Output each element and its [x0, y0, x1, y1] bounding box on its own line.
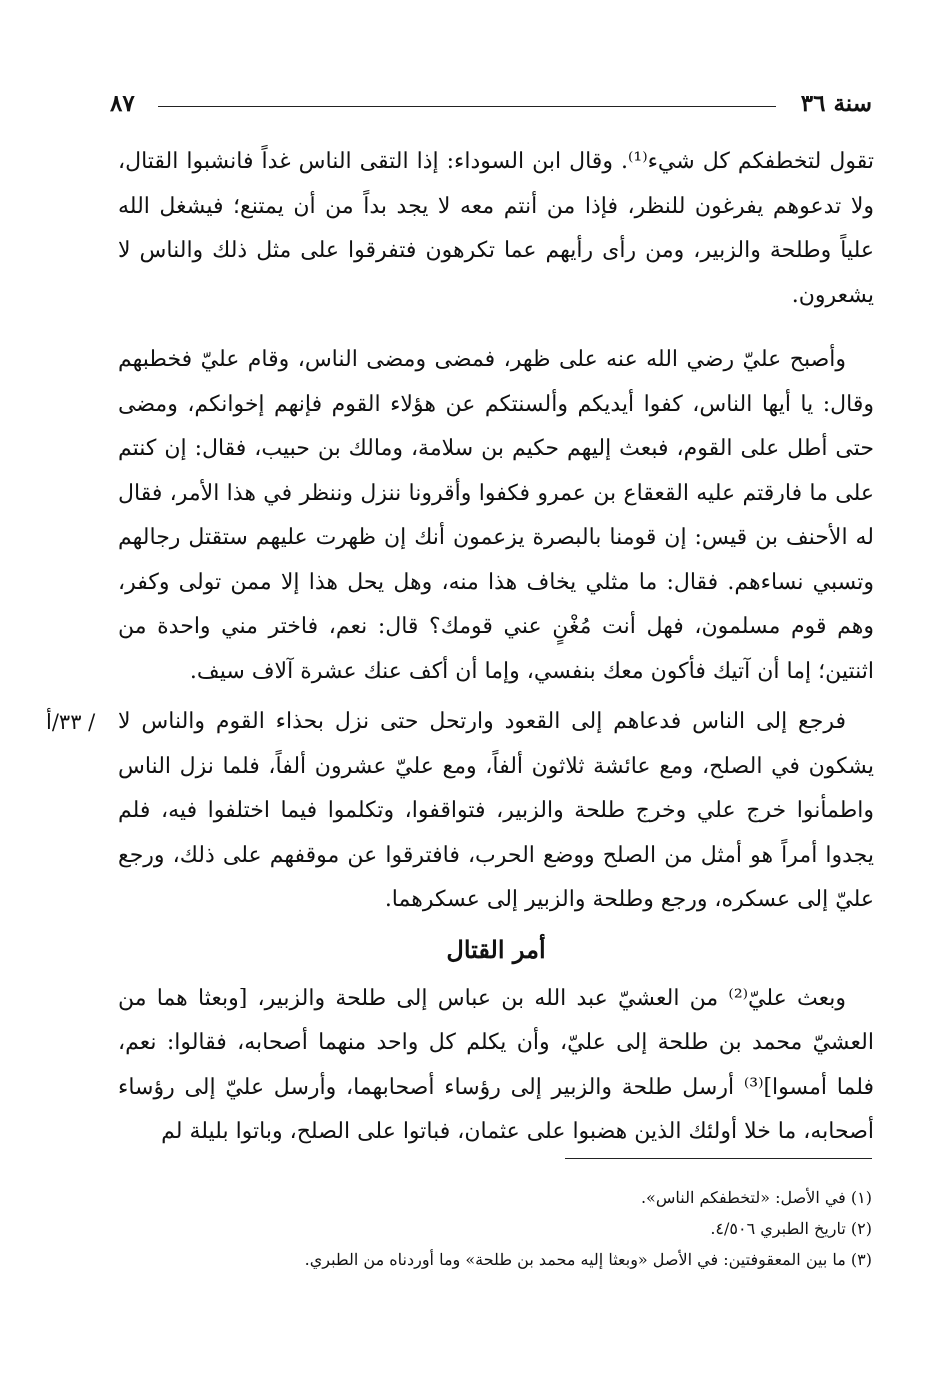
page-number: ٨٧	[110, 90, 135, 117]
footnotes	[300, 1182, 872, 1275]
paragraph-4: وبعث عليّ⁽²⁾ من العشيّ عبد الله بن عباس إلى طلحة والزبير، [وبعثا هما من العشيّ محمد بن طلحة إلى عليّ، وأن يكلم كل واحد منهما أصحابه، فقالوا: نعم، فلما أمسوا]⁽³⁾ أرسل طلحة والزبير إلى رؤساء أصحابهما، وأرسل عليّ إلى رؤساء أصحابه، ما خلا أولئك الذين هضبوا على عثمان، فباتوا على الصلح، وباتوا بليلة لم	[118, 985, 874, 1144]
manuscript-folio-ref: / ٣٣/أ	[46, 710, 96, 734]
page-header	[110, 86, 872, 126]
footnote-rule	[565, 1158, 872, 1159]
main-text	[46, 140, 875, 1155]
paragraph-3-wrap	[46, 700, 874, 923]
section-title: أمر القتال	[446, 934, 546, 964]
paragraph-3: فرجع إلى الناس فدعاهم إلى القعود وارتحل حتى نزل بحذاء القوم والناس لا يشكون في الصلح، ومع عائشة ثلاثون ألفاً، ومع عليّ عشرون ألفاً، فلما نزل الناس واطمأنوا خرج علي وخرج طلحة والزبير، فتواقفوا، وتكلموا فيما اختلفوا فيه، فلم يجدوا أمراً هو أمثل من الصلح ووضع الحرب، فافترقوا عن موقفهم على ذلك، ورجع عليّ إلى عسكره، ورجع وطلحة والزبير إلى عسكرهما.	[118, 709, 874, 912]
header-rule	[158, 106, 776, 107]
paragraph-2: وأصبح عليّ رضي الله عنه على ظهر، فمضى ومضى الناس، وقام عليّ فخطبهم وقال: يا أيها الناس، كفوا أيديكم وألسنتكم عن هؤلاء القوم فإنهم إخوانكم، ومضى حتى أطل على القوم، فبعث إليهم حكيم بن سلامة، ومالك بن حبيب، فقال: إن كنتم على ما فارقتم عليه القعقاع بن عمرو فكفوا وأقرونا ننزل وننظر في هذا الأمر، فقال له الأحنف بن قيس: إن قومنا بالبصرة يزعمون أنك إن ظهرت عليهم ستقتل رجالهم وتسبي نساءهم. فقال: ما مثلي يخاف هذا منه، وهل يحل هذا إلا ممن تولى وكفر، وهم قوم مسلمون، فهل أنت مُغْنٍ عني قومك؟ قال: نعم، فاختر مني واحدة من اثنتين؛ إما أن آتيك فأكون معك بنفسي، وإما أن أكف عنك عشرة آلاف سيف.	[118, 347, 875, 684]
footnote-2: (٢) تاريخ الطبري ٤/٥٠٦.	[710, 1219, 872, 1238]
paragraph-1: تقول لتخطفكم كل شيء⁽¹⁾. وقال ابن السوداء: إذا التقى الناس غداً فانشبوا القتال، ولا تدعوهم يفرغون للنظر، فإذا من أنتم معه لا يجد بداً من أن يمتنع؛ فيشغل الله علياً وطلحة والزبير، ومن رأى رأيهم عما تكرهون فتفرقوا على مثل ذلك والناس لا يشعرون.	[118, 149, 874, 308]
paragraph-spacer	[118, 318, 874, 338]
running-head-year: سنة ٣٦	[800, 90, 872, 117]
footnote-1: (١) في الأصل: «لتخطفكم الناس».	[640, 1188, 872, 1207]
footnote-3: (٣) ما بين المعقوفتين: في الأصل «وبعثا إليه محمد بن طلحة» وما أوردناه من الطبري.	[304, 1250, 872, 1269]
